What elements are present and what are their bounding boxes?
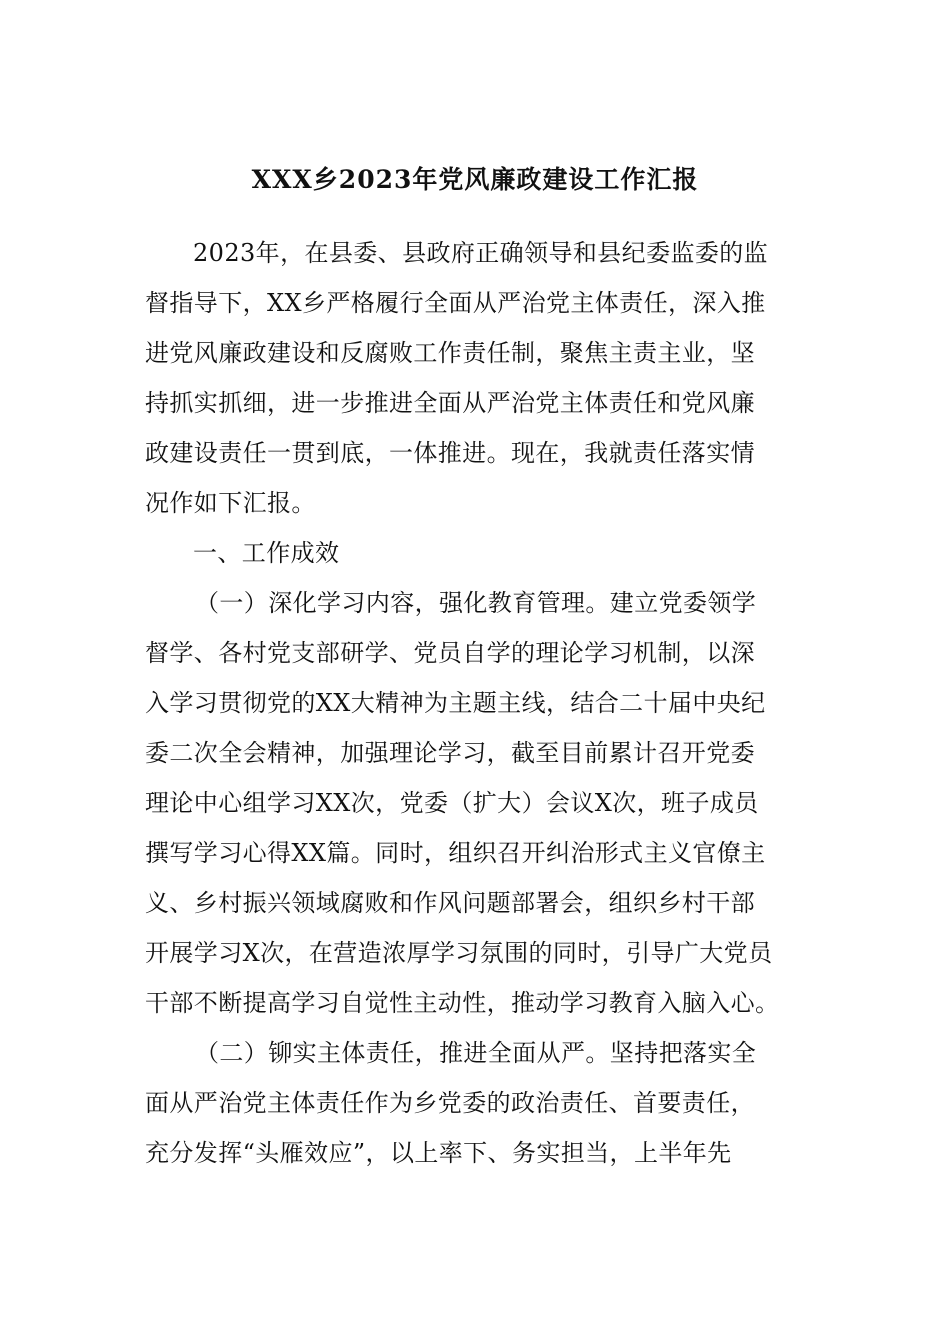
document-title: XXX乡2023年党风廉政建设工作汇报	[251, 165, 699, 194]
paragraph-line: 督学、各村党支部研学、党员自学的理论学习机制，以深	[145, 639, 755, 667]
document-body	[145, 228, 805, 1178]
paragraph-line: 义、乡村振兴领域腐败和作风问题部署会，组织乡村干部	[145, 889, 755, 917]
paragraph-line: 面从严治党主体责任作为乡党委的政治责任、首要责任，	[145, 1089, 755, 1117]
paragraph-line: 入学习贯彻党的XX大精神为主题主线，结合二十届中央纪	[145, 689, 766, 717]
paragraph-line: 持抓实抓细，进一步推进全面从严治党主体责任和党风廉	[145, 389, 755, 417]
paragraph-line: 督指导下，XX乡严格履行全面从严治党主体责任，深入推	[145, 289, 766, 317]
paragraph-line: 干部不断提高学习自觉性主动性，推动学习教育入脑入心。	[145, 989, 780, 1017]
paragraph-line: 理论中心组学习XX次，党委（扩大）会议X次，班子成员	[145, 789, 759, 817]
paragraph-line: 撰写学习心得XX篇。同时，组织召开纠治形式主义官僚主	[145, 839, 766, 867]
paragraph-line: 况作如下汇报。	[145, 489, 316, 517]
section-heading: 一、工作成效	[193, 539, 340, 567]
paragraph-line: 开展学习X次，在营造浓厚学习氛围的同时，引导广大党员	[145, 939, 773, 967]
subsection-line: （二）铆实主体责任，推进全面从严。坚持把落实全	[195, 1039, 757, 1067]
paragraph-line: 进党风廉政建设和反腐败工作责任制，聚焦主责主业，坚	[145, 339, 755, 367]
subsection-line: （一）深化学习内容，强化教育管理。建立党委领学	[195, 589, 757, 617]
paragraph-line: 政建设责任一贯到底，一体推进。现在，我就责任落实情	[145, 439, 755, 467]
paragraph-line: 委二次全会精神，加强理论学习，截至目前累计召开党委	[145, 739, 755, 767]
paragraph-line: 充分发挥“头雁效应”，以上率下、务实担当，上半年先	[145, 1139, 732, 1167]
paragraph-line: 2023年，在县委、县政府正确领导和县纪委监委的监	[193, 239, 769, 267]
